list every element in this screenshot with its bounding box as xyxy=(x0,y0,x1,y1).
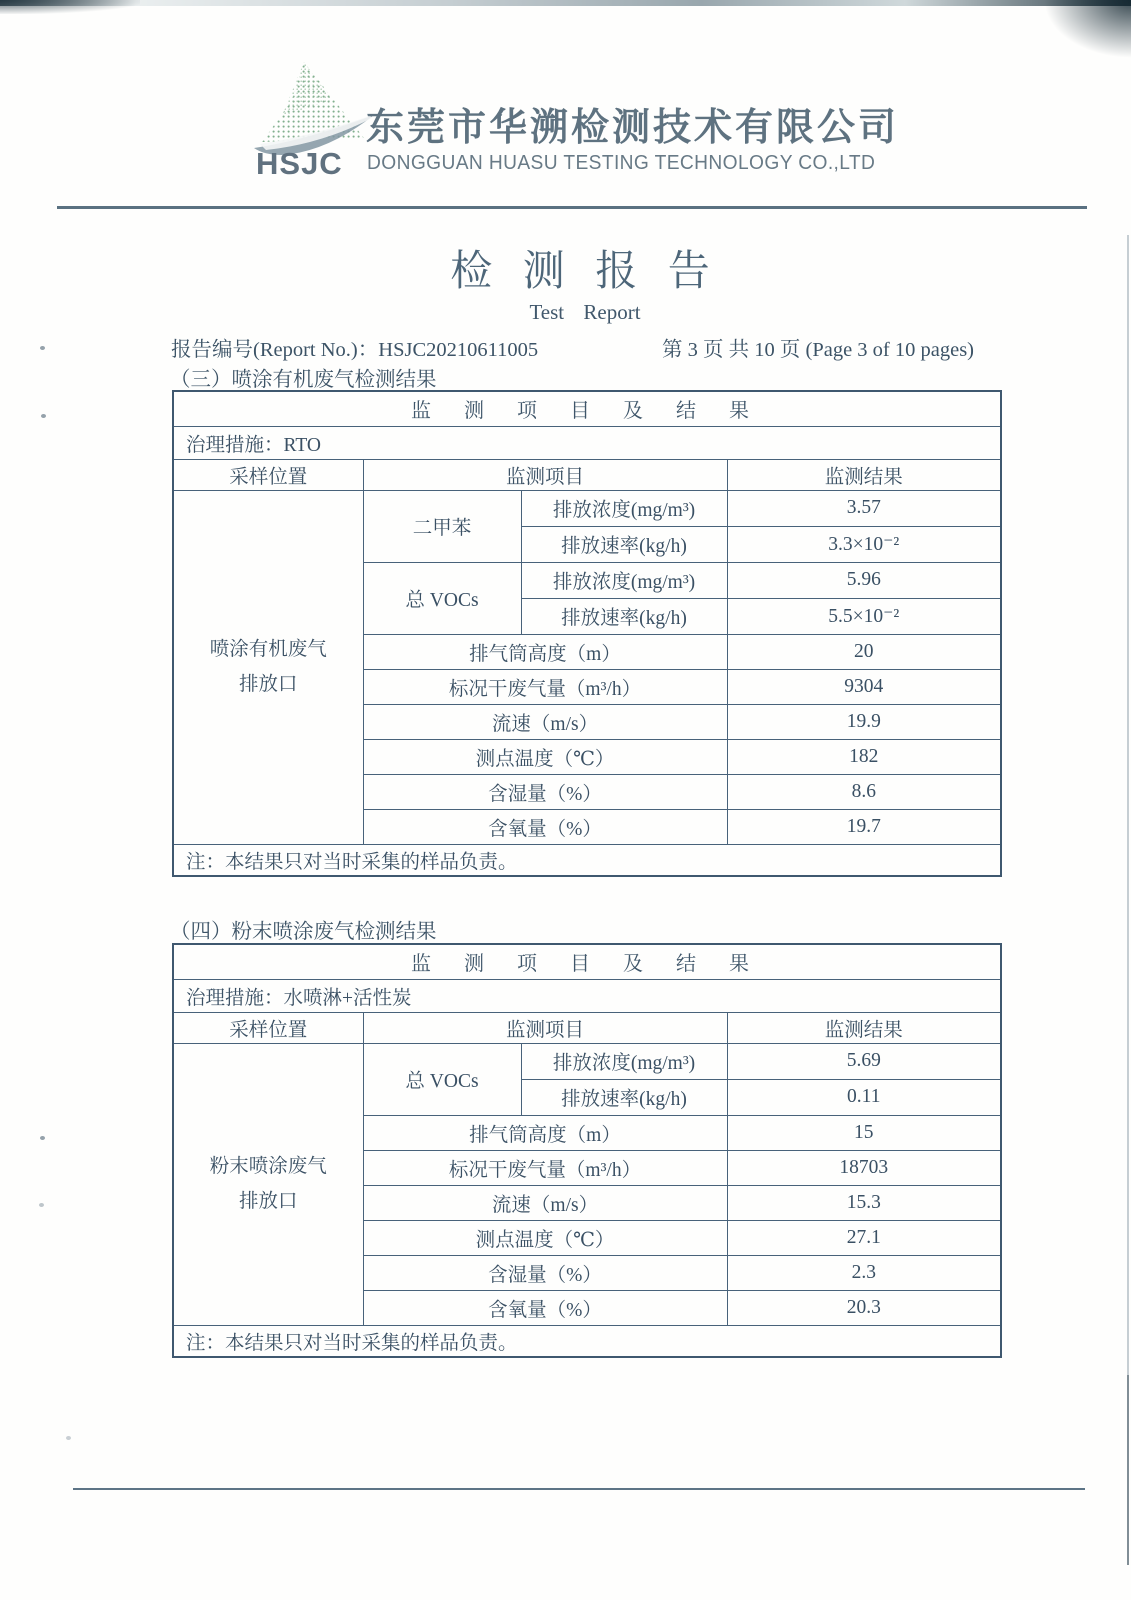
report-number-label: 报告编号(Report No.)： xyxy=(171,339,379,361)
item-cell: 排放浓度(mg/m³) xyxy=(521,1043,727,1079)
report-title-cn: 检 测 报 告 xyxy=(450,249,720,295)
item-cell: 测点温度（℃） xyxy=(363,739,727,774)
report-number-value: HSJC20210611005 xyxy=(378,339,539,361)
monitoring-table-coating-organic xyxy=(172,390,1002,877)
value-cell: 5.96 xyxy=(727,562,1001,598)
item-cell: 排放速率(kg/h) xyxy=(521,1079,727,1115)
item-cell: 标况干废气量（m³/h） xyxy=(363,669,727,704)
company-name-cn: 东莞市华溯检测技术有限公司 xyxy=(366,107,900,149)
footer-rule xyxy=(73,1488,1085,1490)
value-cell: 18703 xyxy=(727,1150,1001,1185)
value-cell: 15.3 xyxy=(727,1185,1001,1220)
scan-artifact-top-band xyxy=(0,0,1131,6)
sampling-position-line2: 排放口 xyxy=(238,1191,298,1212)
col-header-monitoring-item: 监测项目 xyxy=(363,459,727,490)
value-cell: 20.3 xyxy=(727,1290,1001,1325)
col-header-monitoring-item: 监测项目 xyxy=(363,1012,727,1043)
report-meta-line xyxy=(0,332,1131,361)
table-note: 注：本结果只对当时采集的样品负责。 xyxy=(173,844,1001,876)
page-indicator: 第 3 页 共 10 页 (Page 3 of 10 pages) xyxy=(662,339,975,361)
scan-artifact-right-edge xyxy=(1127,235,1129,1375)
col-header-sampling-position: 采样位置 xyxy=(173,459,363,490)
sampling-position-cell xyxy=(173,490,363,844)
sampling-position-cell xyxy=(173,1043,363,1325)
value-cell: 2.3 xyxy=(727,1255,1001,1290)
table-note: 注：本结果只对当时采集的样品负责。 xyxy=(173,1325,1001,1357)
item-cell: 测点温度（℃） xyxy=(363,1220,727,1255)
scan-speck xyxy=(39,1203,44,1207)
item-cell: 含湿量（%） xyxy=(363,774,727,809)
scan-speck xyxy=(41,414,46,418)
value-cell: 3.3×10⁻² xyxy=(727,526,1001,562)
report-number xyxy=(171,332,538,362)
item-cell: 流速（m/s） xyxy=(363,704,727,739)
sampling-position-line2: 排放口 xyxy=(238,674,298,695)
value-cell: 9304 xyxy=(727,669,1001,704)
section-heading-3: （三）喷涂有机废气检测结果 xyxy=(170,369,437,391)
item-cell: 含湿量（%） xyxy=(363,1255,727,1290)
treatment-measure: 治理措施：RTO xyxy=(173,426,1001,459)
scan-artifact-corner-right xyxy=(1041,0,1131,60)
pollutant-name-cell: 总 VOCs xyxy=(363,562,521,634)
col-header-monitoring-result: 监测结果 xyxy=(727,459,1001,490)
value-cell: 19.9 xyxy=(727,704,1001,739)
company-name-en: DONGGUAN HUASU TESTING TECHNOLOGY CO.,LTD xyxy=(367,152,876,174)
monitoring-table-powder-coating xyxy=(172,943,1002,1358)
value-cell: 0.11 xyxy=(727,1079,1001,1115)
table-title: 监 测 项 目 及 结 果 xyxy=(173,391,1001,426)
value-cell: 3.57 xyxy=(727,490,1001,526)
header-rule xyxy=(57,206,1087,209)
value-cell: 5.5×10⁻² xyxy=(727,598,1001,634)
value-cell: 182 xyxy=(727,739,1001,774)
value-cell: 20 xyxy=(727,634,1001,669)
item-cell: 排放速率(kg/h) xyxy=(521,598,727,634)
pollutant-name-cell: 二甲苯 xyxy=(363,490,521,562)
col-header-monitoring-result: 监测结果 xyxy=(727,1012,1001,1043)
col-header-sampling-position: 采样位置 xyxy=(173,1012,363,1043)
pollutant-name-cell: 总 VOCs xyxy=(363,1043,521,1115)
scan-artifact-corner-left xyxy=(0,0,140,14)
item-cell: 流速（m/s） xyxy=(363,1185,727,1220)
value-cell: 8.6 xyxy=(727,774,1001,809)
item-cell: 排气筒高度（m） xyxy=(363,1115,727,1150)
sampling-position-line1: 喷涂有机废气 xyxy=(209,639,327,660)
logo-hsjc-text: HSJC xyxy=(256,146,343,181)
value-cell: 19.7 xyxy=(727,809,1001,844)
table-title: 监 测 项 目 及 结 果 xyxy=(173,944,1001,979)
treatment-measure: 治理措施：水喷淋+活性炭 xyxy=(173,979,1001,1012)
item-cell: 含氧量（%） xyxy=(363,1290,727,1325)
section-heading-4: （四）粉末喷涂废气检测结果 xyxy=(170,921,437,943)
item-cell: 排放浓度(mg/m³) xyxy=(521,490,727,526)
value-cell: 15 xyxy=(727,1115,1001,1150)
item-cell: 排气筒高度（m） xyxy=(363,634,727,669)
scan-speck xyxy=(66,1436,71,1440)
item-cell: 标况干废气量（m³/h） xyxy=(363,1150,727,1185)
report-title-en: Test Report xyxy=(529,300,641,324)
value-cell: 27.1 xyxy=(727,1220,1001,1255)
scan-artifact-right-edge-dark xyxy=(1127,1375,1129,1565)
sampling-position-line1: 粉末喷涂废气 xyxy=(209,1156,327,1177)
item-cell: 排放速率(kg/h) xyxy=(521,526,727,562)
item-cell: 含氧量（%） xyxy=(363,809,727,844)
value-cell: 5.69 xyxy=(727,1043,1001,1079)
scan-speck xyxy=(40,1136,45,1140)
item-cell: 排放浓度(mg/m³) xyxy=(521,562,727,598)
